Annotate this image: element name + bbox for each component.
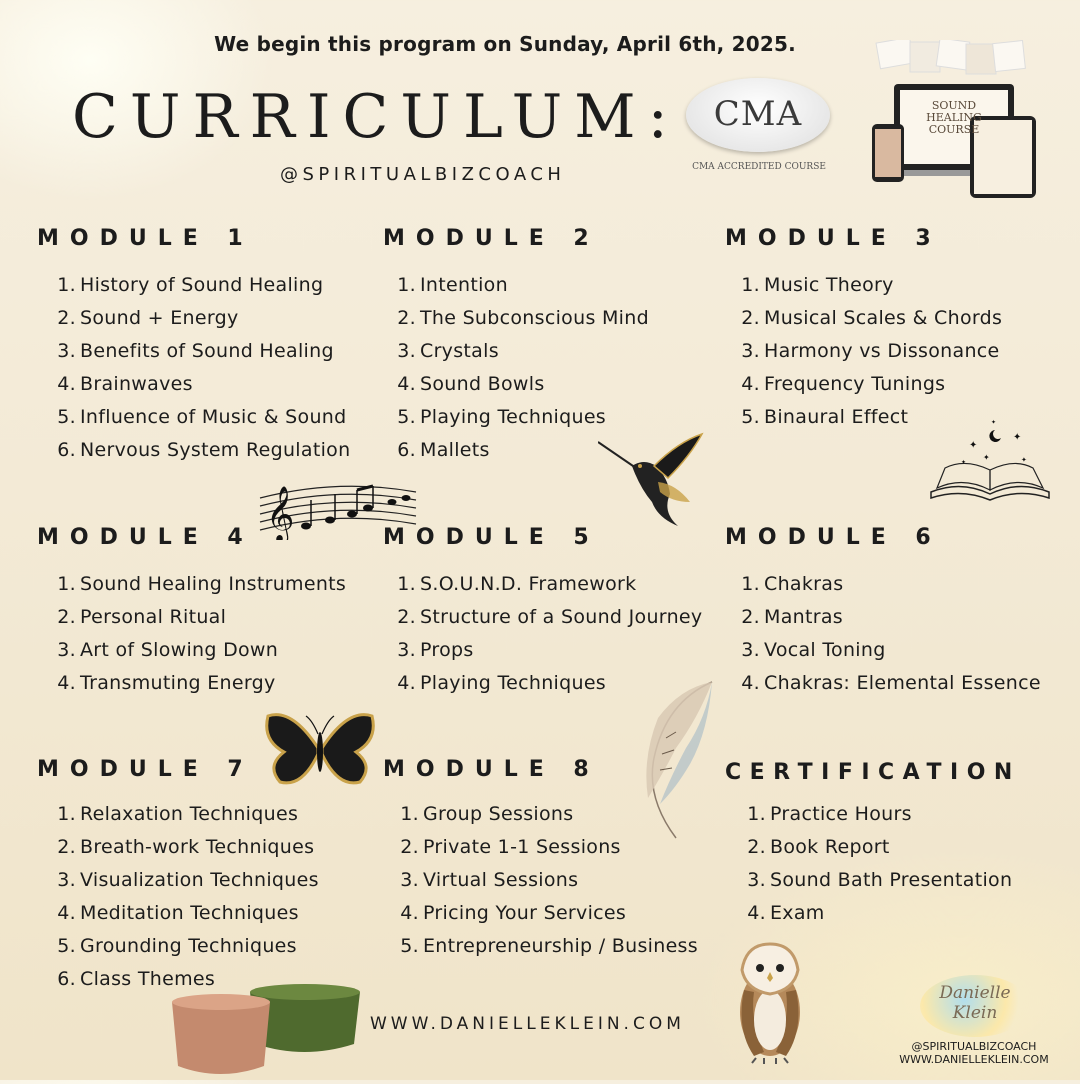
list-item: 1. S.O.U.N.D. Framework: [397, 573, 637, 595]
cma-caption: CMA ACCREDITED COURSE: [692, 162, 826, 172]
module-items: [733, 269, 1002, 434]
list-item: 1. Music Theory: [741, 274, 894, 296]
list-item: 2. Structure of a Sound Journey: [397, 606, 703, 628]
module-title: MODULE 7: [37, 757, 254, 782]
svg-text:𝄞: 𝄞: [266, 486, 295, 540]
list-item: 4. Sound Bowls: [397, 373, 545, 395]
list-item: 2. Personal Ritual: [57, 606, 227, 628]
hummingbird-icon: [598, 432, 708, 532]
list-item: 5. Grounding Techniques: [57, 935, 297, 957]
list-item: 5. Entrepreneurship / Business: [400, 935, 698, 957]
list-item: 3. Visualization Techniques: [57, 869, 319, 891]
list-item: 4. Chakras: Elemental Essence: [741, 672, 1041, 694]
list-item: 4. Exam: [747, 902, 825, 924]
module-title: CERTIFICATION: [725, 760, 1021, 785]
list-item: 3. Art of Slowing Down: [57, 639, 279, 661]
signature-contact: [886, 1040, 1062, 1066]
list-item: 1. Sound Healing Instruments: [57, 573, 347, 595]
list-item: 5. Binaural Effect: [741, 406, 909, 428]
list-item: 6. Mallets: [397, 439, 490, 461]
module-title: MODULE 4: [37, 525, 254, 550]
list-item: 6. Class Themes: [57, 968, 216, 990]
svg-text:✦: ✦: [961, 459, 967, 466]
list-item: 5. Influence of Music & Sound: [57, 406, 347, 428]
list-item: 1. Intention: [397, 274, 508, 296]
list-item: 3. Harmony vs Dissonance: [741, 340, 1000, 362]
list-item: 3. Sound Bath Presentation: [747, 869, 1013, 891]
list-item: 3. Virtual Sessions: [400, 869, 579, 891]
list-item: 4. Playing Techniques: [397, 672, 607, 694]
list-item: 4. Brainwaves: [57, 373, 193, 395]
certification: [725, 760, 1021, 930]
signature-url[interactable]: WWW.DANIELLEKLEIN.COM: [899, 1053, 1049, 1066]
module-items: [739, 798, 1021, 930]
open-book-icon: [925, 418, 1055, 506]
signature: Danielle Klein: [939, 983, 1011, 1023]
list-item: 2. Book Report: [747, 836, 890, 858]
svg-text:✦: ✦: [991, 419, 997, 426]
list-item: 2. Mantras: [741, 606, 843, 628]
signature-logo: [920, 975, 1030, 1037]
cma-logo-text: CMA: [713, 94, 803, 134]
list-item: 1. Chakras: [741, 573, 844, 595]
list-item: 3. Props: [397, 639, 474, 661]
list-item: 1. History of Sound Healing: [57, 274, 324, 296]
list-item: 2. Musical Scales & Chords: [741, 307, 1003, 329]
list-item: 5. Playing Techniques: [397, 406, 607, 428]
module-1: [37, 226, 350, 467]
owl-icon: [730, 940, 810, 1068]
list-item: 2. Private 1-1 Sessions: [400, 836, 621, 858]
list-item: 2. The Subconscious Mind: [397, 307, 649, 329]
svg-text:✦: ✦: [969, 440, 978, 451]
list-item: 4. Transmuting Energy: [57, 672, 276, 694]
list-item: 1. Practice Hours: [747, 803, 912, 825]
cma-badge: [684, 78, 834, 174]
list-item: 6. Nervous System Regulation: [57, 439, 351, 461]
social-handle: @SPIRITUALBIZCOACH: [280, 164, 566, 185]
butterfly-icon: [262, 710, 378, 794]
module-3: [725, 226, 1002, 434]
svg-text:✦: ✦: [1021, 456, 1027, 464]
signature-handle: @SPIRITUALBIZCOACH: [911, 1040, 1037, 1053]
module-title: MODULE 8: [383, 757, 600, 782]
page-title: CURRICULUM:: [72, 82, 680, 152]
module-6: [725, 525, 1041, 700]
module-items: [49, 269, 350, 467]
singing-bowls-icon: [170, 984, 366, 1084]
module-title: MODULE 2: [383, 226, 600, 251]
module-items: [49, 798, 319, 996]
list-item: 1. Group Sessions: [400, 803, 574, 825]
module-5: [383, 525, 702, 700]
footer-url[interactable]: WWW.DANIELLEKLEIN.COM: [370, 1014, 685, 1034]
module-2: [383, 226, 649, 467]
list-item: 4. Frequency Tunings: [741, 373, 946, 395]
svg-text:✦: ✦: [983, 453, 990, 462]
list-item: 4. Meditation Techniques: [57, 902, 299, 924]
list-item: 3. Crystals: [397, 340, 499, 362]
list-item: 3. Benefits of Sound Healing: [57, 340, 334, 362]
module-title: MODULE 5: [383, 525, 600, 550]
module-items: [733, 568, 1041, 700]
list-item: 2. Breath-work Techniques: [57, 836, 315, 858]
list-item: 4. Pricing Your Services: [400, 902, 627, 924]
module-items: [49, 568, 346, 700]
course-mockup: [870, 40, 1050, 200]
svg-text:✦: ✦: [1013, 432, 1022, 443]
list-item: 1. Relaxation Techniques: [57, 803, 299, 825]
music-notes-icon: [258, 476, 418, 544]
feather-icon: [636, 678, 720, 846]
list-item: 2. Sound + Energy: [57, 307, 239, 329]
mockup-course-name: SOUND HEALING COURSE: [926, 99, 982, 136]
date-banner: We begin this program on Sunday, April 6th, 2025.: [214, 32, 796, 56]
module-title: MODULE 6: [725, 525, 942, 550]
module-4: [37, 525, 346, 700]
list-item: 3. Vocal Toning: [741, 639, 886, 661]
module-title: MODULE 3: [725, 226, 942, 251]
module-title: MODULE 1: [37, 226, 254, 251]
